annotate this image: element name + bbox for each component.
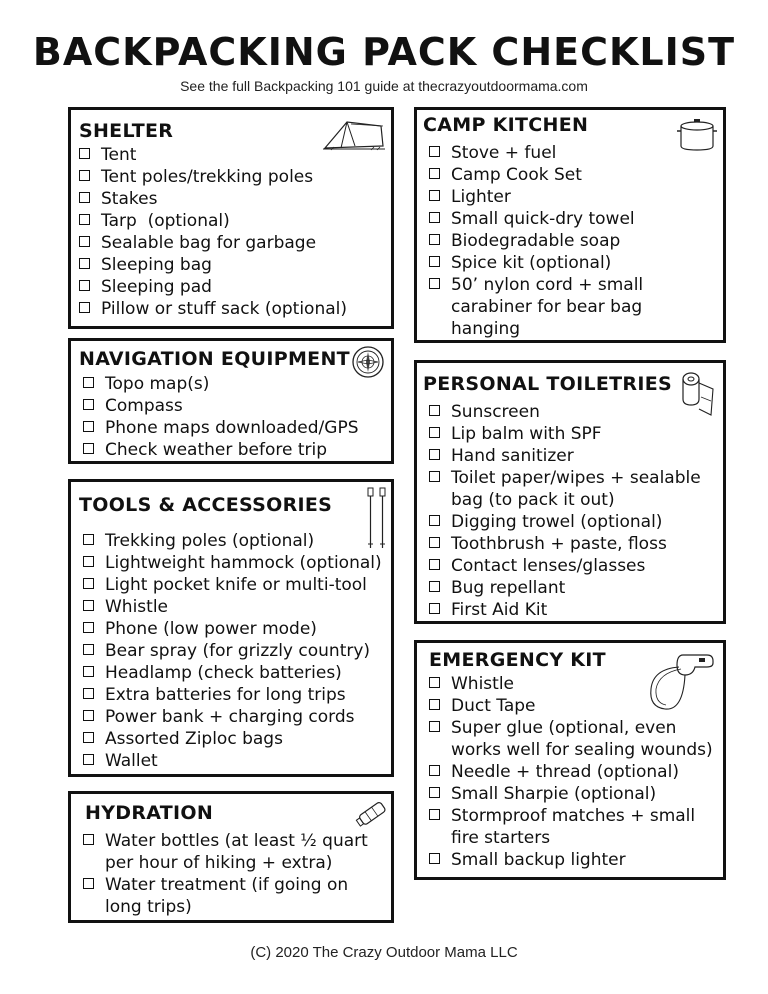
checkbox[interactable] xyxy=(429,699,440,710)
checkbox[interactable] xyxy=(83,878,94,889)
checklist-item[interactable] xyxy=(83,728,382,750)
checklist-item[interactable] xyxy=(79,298,347,320)
navigation-section xyxy=(68,338,394,464)
checklist-item-label: Digging trowel (optional) xyxy=(451,512,663,532)
checklist-item[interactable] xyxy=(79,166,347,188)
checkbox[interactable] xyxy=(429,212,440,223)
camp-kitchen-title: CAMP KITCHEN xyxy=(423,114,589,136)
emergency-kit-list xyxy=(429,673,713,871)
checkbox[interactable] xyxy=(429,256,440,267)
checklist-item[interactable] xyxy=(83,706,382,728)
checklist-item[interactable] xyxy=(79,210,347,232)
checklist-item-label: Water treatment (if going on xyxy=(105,875,349,895)
checkbox[interactable] xyxy=(83,710,94,721)
checklist-item-label: Check weather before trip xyxy=(105,440,328,460)
checklist-item[interactable] xyxy=(429,164,643,186)
checklist-item[interactable] xyxy=(429,423,701,445)
checklist-item[interactable] xyxy=(79,254,347,276)
checkbox[interactable] xyxy=(83,399,94,410)
checklist-item-label: Headlamp (check batteries) xyxy=(105,663,342,683)
checkbox[interactable] xyxy=(79,258,90,269)
checklist-item[interactable] xyxy=(429,555,701,577)
checklist-item[interactable] xyxy=(83,662,382,684)
checklist-item-label: First Aid Kit xyxy=(451,600,548,620)
checklist-item-label: Toothbrush + paste, floss xyxy=(451,534,667,554)
checkbox[interactable] xyxy=(83,443,94,454)
checklist-item-label: Contact lenses/glasses xyxy=(451,556,646,576)
checklist-item-label: Duct Tape xyxy=(451,696,536,716)
checklist-item[interactable] xyxy=(83,640,382,662)
checklist-item-label: 50’ nylon cord + small xyxy=(451,275,644,295)
checklist-item-label: Pillow or stuff sack (optional) xyxy=(101,299,347,319)
checklist-item-label: Power bank + charging cords xyxy=(105,707,355,727)
checklist-item[interactable] xyxy=(79,188,347,210)
checklist-item-label: Sleeping pad xyxy=(101,277,212,297)
checklist-item[interactable] xyxy=(429,274,643,340)
checklist-item-label: Light pocket knife or multi-tool xyxy=(105,575,367,595)
checklist-item-label: Lighter xyxy=(451,187,511,207)
checkbox[interactable] xyxy=(429,168,440,179)
checklist-item-label: Stakes xyxy=(101,189,158,209)
checkbox[interactable] xyxy=(429,581,440,592)
checklist-item[interactable] xyxy=(429,577,701,599)
checklist-item[interactable] xyxy=(83,574,382,596)
checkbox[interactable] xyxy=(79,192,90,203)
checklist-item-label: Sealable bag for garbage xyxy=(101,233,317,253)
checklist-item-label: Tent xyxy=(101,145,137,165)
checklist-item-label: Extra batteries for long trips xyxy=(105,685,346,705)
checklist-item-label: Lip balm with SPF xyxy=(451,424,602,444)
checklist-item-label: Small quick-dry towel xyxy=(451,209,635,229)
checkbox[interactable] xyxy=(79,148,90,159)
checkbox[interactable] xyxy=(429,427,440,438)
shelter-title: SHELTER xyxy=(79,120,174,142)
checkbox[interactable] xyxy=(83,534,94,545)
checkbox[interactable] xyxy=(83,578,94,589)
navigation-title: NAVIGATION EQUIPMENT xyxy=(79,348,350,370)
water-bottle-icon xyxy=(353,798,391,828)
tools-section xyxy=(68,479,394,777)
checklist-item[interactable] xyxy=(429,673,713,695)
checklist-item[interactable] xyxy=(83,417,359,439)
toiletries-section xyxy=(414,360,726,624)
checkbox[interactable] xyxy=(429,278,440,289)
checkbox[interactable] xyxy=(429,537,440,548)
checklist-item-label: carabiner for bear bag xyxy=(451,297,643,317)
cooking-pot-icon xyxy=(677,118,717,152)
checklist-item[interactable] xyxy=(83,395,359,417)
checklist-item-label: Small backup lighter xyxy=(451,850,626,870)
checklist-item[interactable] xyxy=(83,618,382,640)
page-subtitle: See the full Backpacking 101 guide at thecrazyoutdoormama.com xyxy=(180,78,588,94)
copyright-footer: (C) 2020 The Crazy Outdoor Mama LLC xyxy=(250,944,518,961)
checkbox[interactable] xyxy=(83,556,94,567)
checklist-item-label: Compass xyxy=(105,396,183,416)
checklist-item[interactable] xyxy=(429,533,701,555)
checklist-item-label: Stove + fuel xyxy=(451,143,557,163)
checkbox[interactable] xyxy=(79,302,90,313)
checklist-item[interactable] xyxy=(79,232,347,254)
checklist-item[interactable] xyxy=(79,276,347,298)
checkbox[interactable] xyxy=(79,170,90,181)
checklist-item-label: hanging xyxy=(451,319,521,339)
checklist-item-label: Sunscreen xyxy=(451,402,540,422)
checklist-item[interactable] xyxy=(429,599,701,621)
checklist-item-label: Water bottles (at least ½ quart xyxy=(105,831,368,851)
checklist-item[interactable] xyxy=(429,230,643,252)
tools-list xyxy=(83,530,382,772)
checklist-item[interactable] xyxy=(83,874,368,918)
checklist-item-label: Needle + thread (optional) xyxy=(451,762,679,782)
checkbox[interactable] xyxy=(83,666,94,677)
checkbox[interactable] xyxy=(83,644,94,655)
navigation-list xyxy=(83,373,359,461)
checkbox[interactable] xyxy=(429,190,440,201)
emergency-kit-title: EMERGENCY KIT xyxy=(429,649,606,671)
checklist-item[interactable] xyxy=(83,552,382,574)
checkbox[interactable] xyxy=(83,600,94,611)
checklist-item-label: Toilet paper/wipes + sealable xyxy=(451,468,701,488)
checkbox[interactable] xyxy=(429,853,440,864)
checkbox[interactable] xyxy=(83,377,94,388)
camp-kitchen-list xyxy=(429,142,643,340)
checklist-item-label: Whistle xyxy=(105,597,169,617)
checkbox[interactable] xyxy=(429,603,440,614)
shelter-list xyxy=(79,144,347,320)
checklist-item[interactable] xyxy=(429,783,713,805)
checklist-item-label: Trekking poles (optional) xyxy=(105,531,315,551)
checklist-item-label: Small Sharpie (optional) xyxy=(451,784,657,804)
checklist-item-label: Biodegradable soap xyxy=(451,231,621,251)
checklist-item[interactable] xyxy=(429,142,643,164)
checkbox[interactable] xyxy=(429,677,440,688)
checkbox[interactable] xyxy=(83,688,94,699)
checkbox[interactable] xyxy=(429,559,440,570)
checklist-item[interactable] xyxy=(429,695,713,717)
checklist-item[interactable] xyxy=(429,208,643,230)
checklist-item-label: Super glue (optional, even xyxy=(451,718,677,738)
checklist-item[interactable] xyxy=(83,684,382,706)
checklist-item[interactable] xyxy=(429,252,643,274)
checklist-item[interactable] xyxy=(429,467,701,511)
checkbox[interactable] xyxy=(83,732,94,743)
checklist-item-label: Stormproof matches + small xyxy=(451,806,696,826)
checklist-item[interactable] xyxy=(429,805,713,849)
emergency-kit-section xyxy=(414,640,726,880)
checklist-item-label: Tarp (optional) xyxy=(101,211,230,231)
checkbox[interactable] xyxy=(429,146,440,157)
checklist-item[interactable] xyxy=(83,373,359,395)
hydration-title: HYDRATION xyxy=(85,802,214,824)
hydration-list xyxy=(83,830,368,918)
checklist-item-label: Camp Cook Set xyxy=(451,165,582,185)
checklist-item[interactable] xyxy=(429,401,701,423)
checklist-item-label: Tent poles/trekking poles xyxy=(101,167,314,187)
checklist-item-label: Sleeping bag xyxy=(101,255,212,275)
checkbox[interactable] xyxy=(79,214,90,225)
checkbox[interactable] xyxy=(429,405,440,416)
checklist-item-label: Phone (low power mode) xyxy=(105,619,317,639)
toiletries-list xyxy=(429,401,701,621)
checkbox[interactable] xyxy=(79,236,90,247)
checklist-item[interactable] xyxy=(83,750,382,772)
checklist-item[interactable] xyxy=(83,439,359,461)
checkbox[interactable] xyxy=(83,421,94,432)
checkbox[interactable] xyxy=(79,280,90,291)
checkbox[interactable] xyxy=(83,754,94,765)
checklist-item-label: Hand sanitizer xyxy=(451,446,574,466)
checklist-item-label: fire starters xyxy=(451,828,551,848)
checklist-item[interactable] xyxy=(429,445,701,467)
checkbox[interactable] xyxy=(429,721,440,732)
checkbox[interactable] xyxy=(83,834,94,845)
checklist-item-label: per hour of hiking + extra) xyxy=(105,853,333,873)
tools-title: TOOLS & ACCESSORIES xyxy=(79,494,333,516)
checklist-item-label: Spice kit (optional) xyxy=(451,253,612,273)
checklist-item[interactable] xyxy=(429,717,713,761)
camp-kitchen-section xyxy=(414,107,726,343)
checklist-item-label: Wallet xyxy=(105,751,158,771)
checklist-item-label: works well for sealing wounds) xyxy=(451,740,713,760)
checklist-item-label: Bug repellant xyxy=(451,578,566,598)
checklist-item[interactable] xyxy=(83,830,368,874)
checklist-item[interactable] xyxy=(429,849,713,871)
checklist-item-label: Bear spray (for grizzly country) xyxy=(105,641,371,661)
hydration-section xyxy=(68,791,394,923)
toiletries-title: PERSONAL TOILETRIES xyxy=(423,373,672,395)
checklist-item-label: Whistle xyxy=(451,674,515,694)
checkbox[interactable] xyxy=(429,449,440,460)
checkbox[interactable] xyxy=(429,471,440,482)
checklist-item[interactable] xyxy=(429,186,643,208)
checklist-item[interactable] xyxy=(429,511,701,533)
checklist-item-label: Lightweight hammock (optional) xyxy=(105,553,382,573)
checklist-item[interactable] xyxy=(83,530,382,552)
checklist-item[interactable] xyxy=(79,144,347,166)
checklist-item-label: bag (to pack it out) xyxy=(451,490,615,510)
checklist-item-label: Phone maps downloaded/GPS xyxy=(105,418,359,438)
checkbox[interactable] xyxy=(429,787,440,798)
checkbox[interactable] xyxy=(429,234,440,245)
checkbox[interactable] xyxy=(429,809,440,820)
checkbox[interactable] xyxy=(83,622,94,633)
checklist-item-label: long trips) xyxy=(105,897,192,917)
checklist-item-label: Topo map(s) xyxy=(105,374,210,394)
shelter-section xyxy=(68,107,394,329)
checklist-item[interactable] xyxy=(429,761,713,783)
checkbox[interactable] xyxy=(429,515,440,526)
checklist-item[interactable] xyxy=(83,596,382,618)
checkbox[interactable] xyxy=(429,765,440,776)
page-title: BACKPACKING PACK CHECKLIST xyxy=(32,30,736,74)
checklist-item-label: Assorted Ziploc bags xyxy=(105,729,283,749)
